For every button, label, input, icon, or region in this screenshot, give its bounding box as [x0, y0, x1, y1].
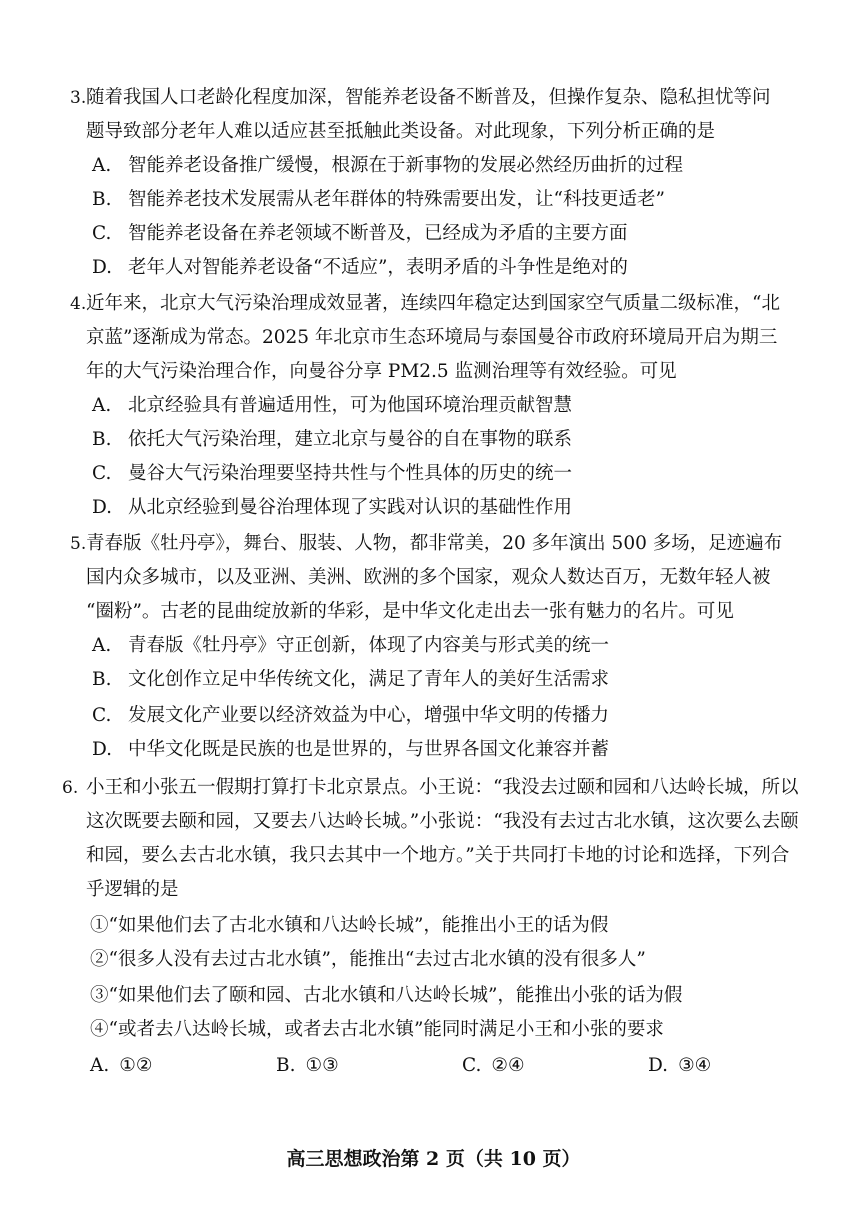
question-stem-line: 国内众多城市，以及亚洲、美洲、欧洲的多个国家，观众人数达百万，无数年轻人被 [86, 567, 771, 588]
answer-text: ②④ [491, 1055, 525, 1076]
option-text: 青春版《牡丹亭》守正创新，体现了内容美与形式美的统一 [128, 635, 610, 656]
statement-3: ③“如果他们去了颐和园、古北水镇和八达岭长城”，能推出小张的话为假 [90, 985, 683, 1006]
question-stem-line: 乎逻辑的是 [86, 879, 179, 900]
answer-letter: A. [90, 1055, 110, 1076]
option-text: 智能养老设备在养老领域不断普及，已经成为矛盾的主要方面 [128, 223, 628, 244]
option-letter: C. [92, 705, 112, 726]
question-stem-line: 这次既要去颐和园，又要去八达岭长城。”小张说：“我没有去过古北水镇，这次要么去颐 [86, 811, 799, 832]
question-stem-line: 题导致部分老年人难以适应甚至抵触此类设备。对此现象，下列分析正确的是 [86, 121, 716, 142]
question-stem-line: 年的大气污染治理合作，向曼谷分享 PM2.5 监测治理等有效经验。可见 [86, 361, 677, 382]
option-letter: D. [92, 257, 113, 278]
question-stem-line: 近年来，北京大气污染治理成效显著，连续四年稳定达到国家空气质量二级标准，“北 [86, 293, 780, 314]
option-d [92, 256, 628, 280]
answer-letter: B. [276, 1055, 296, 1076]
question-number: 3. [70, 88, 87, 108]
question-stem-line: 随着我国人口老龄化程度加深，智能养老设备不断普及，但操作复杂、隐私担忧等问 [86, 87, 771, 108]
answer-c [462, 1054, 525, 1078]
statement-4: ④“或者去八达岭长城，或者去古北水镇”能同时满足小王和小张的要求 [90, 1019, 664, 1040]
answer-text: ①③ [305, 1055, 339, 1076]
answer-b [276, 1054, 339, 1078]
option-b [92, 668, 609, 692]
question-stem-line: 京蓝”逐渐成为常态。2025 年北京市生态环境局与泰国曼谷市政府环境局开启为期三 [86, 327, 778, 348]
option-letter: B. [92, 429, 112, 450]
question-stem-line: 青春版《牡丹亭》，舞台、服装、人物，都非常美，20 多年演出 500 多场，足迹遍布 [86, 533, 783, 554]
option-letter: A. [92, 155, 112, 176]
question-stem-line: “圈粉”。古老的昆曲绽放新的华彩，是中华文化走出去一张有魅力的名片。可见 [86, 601, 734, 622]
option-a [92, 394, 572, 418]
option-b [92, 428, 572, 452]
answer-a [90, 1054, 152, 1078]
option-c [92, 462, 572, 486]
option-d [92, 496, 572, 520]
option-letter: B. [92, 669, 112, 690]
answer-d [648, 1054, 711, 1078]
answer-letter: D. [648, 1055, 669, 1076]
option-text: 中华文化既是民族的也是世界的，与世界各国文化兼容并蓄 [128, 739, 610, 760]
option-text: 北京经验具有普遍适用性，可为他国环境治理贡献智慧 [128, 395, 573, 416]
option-letter: C. [92, 463, 112, 484]
option-a [92, 154, 683, 178]
option-letter: A. [92, 635, 112, 656]
option-text: 曼谷大气污染治理要坚持共性与个性具体的历史的统一 [128, 463, 573, 484]
page-footer: 高三思想政治第 2 页（共 10 页） [286, 1148, 581, 1170]
answer-text: ③④ [678, 1055, 712, 1076]
question-number: 4. [70, 294, 87, 314]
option-a [92, 634, 609, 658]
option-b [92, 188, 665, 212]
option-letter: D. [92, 497, 113, 518]
option-letter: B. [92, 189, 112, 210]
option-text: 依托大气污染治理，建立北京与曼谷的自在事物的联系 [128, 429, 573, 450]
option-c [92, 222, 628, 246]
option-c [92, 704, 609, 728]
question-stem-line: 小王和小张五一假期打算打卡北京景点。小王说：“我没去过颐和园和八达岭长城，所以 [86, 777, 799, 798]
statement-1: ①“如果他们去了古北水镇和八达岭长城”，能推出小王的话为假 [90, 915, 609, 936]
option-text: 发展文化产业要以经济效益为中心，增强中华文明的传播力 [128, 705, 610, 726]
option-letter: A. [92, 395, 112, 416]
option-d [92, 738, 609, 762]
option-text: 老年人对智能养老设备“不适应”，表明矛盾的斗争性是绝对的 [128, 257, 628, 278]
question-number: 6. [62, 778, 79, 798]
option-text: 智能养老技术发展需从老年群体的特殊需要出发，让“科技更适老” [128, 189, 665, 210]
question-number: 5. [70, 534, 87, 554]
option-text: 从北京经验到曼谷治理体现了实践对认识的基础性作用 [128, 497, 573, 518]
answer-letter: C. [462, 1055, 482, 1076]
option-letter: D. [92, 739, 113, 760]
answer-text: ①② [119, 1055, 153, 1076]
question-stem-line: 和园，要么去古北水镇，我只去其中一个地方。”关于共同打卡地的讨论和选择，下列合 [86, 845, 790, 866]
option-text: 智能养老设备推广缓慢，根源在于新事物的发展必然经历曲折的过程 [128, 155, 684, 176]
option-letter: C. [92, 223, 112, 244]
statement-2: ②“很多人没有去过古北水镇”，能推出“去过古北水镇的没有很多人” [90, 949, 646, 970]
option-text: 文化创作立足中华传统文化，满足了青年人的美好生活需求 [128, 669, 610, 690]
